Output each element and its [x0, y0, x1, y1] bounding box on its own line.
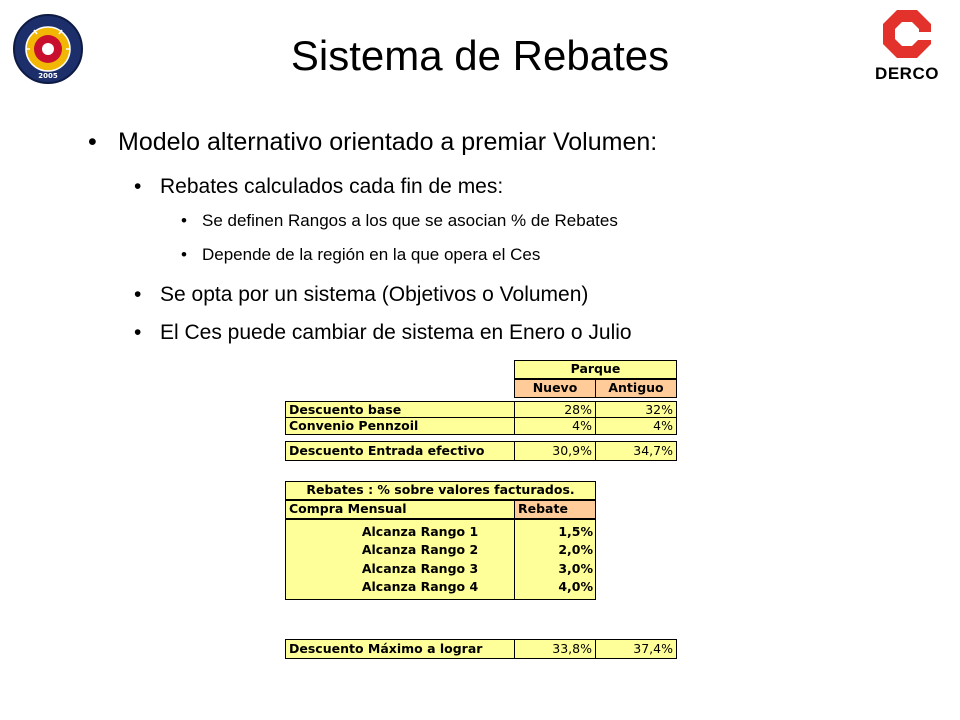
cell-antiguo-total: 34,7% — [595, 441, 677, 461]
row-label-descuento-base: Descuento base — [285, 401, 515, 418]
sub-bullet-item — [134, 321, 632, 345]
rebate-value: 4,0% — [558, 579, 593, 594]
bullet-text: Depende de la región en la que opera el Ces — [202, 245, 541, 264]
bullet-dot-icon: • — [88, 128, 97, 156]
derco-mark-icon — [860, 6, 954, 64]
column-header-antiguo: Antiguo — [595, 379, 677, 398]
cell-nuevo-total: 30,9% — [514, 441, 596, 461]
slide-title: Sistema de Rebates — [290, 32, 670, 79]
bullet-dot-icon: • — [134, 283, 142, 306]
row-label-descuento-maximo: Descuento Máximo a lograr — [285, 639, 515, 659]
cell-antiguo-maximo: 37,4% — [595, 639, 677, 659]
bullet-dot-icon: • — [134, 321, 142, 344]
rebate-value: 2,0% — [558, 542, 593, 557]
row-label-descuento-entrada: Descuento Entrada efectivo — [285, 441, 515, 461]
rango-label: Alcanza Rango 1 — [361, 524, 479, 539]
bullet-dot-icon: • — [134, 175, 142, 198]
cell-nuevo-maximo: 33,8% — [514, 639, 596, 659]
parque-group-header: Parque — [514, 360, 677, 379]
rebate-value: 3,0% — [558, 561, 593, 576]
bullet-text: Rebates calculados cada fin de mes: — [160, 175, 504, 198]
cell-nuevo: 28% — [514, 401, 596, 418]
cell-antiguo: 32% — [595, 401, 677, 418]
brand-name: DERCO — [875, 64, 939, 83]
column-header-nuevo: Nuevo — [514, 379, 596, 398]
rebate-value: 1,5% — [558, 524, 593, 539]
bullet-text: Modelo alternativo orientado a premiar Volumen: — [118, 128, 658, 156]
cell-antiguo: 4% — [595, 417, 677, 435]
rango-label: Alcanza Rango 4 — [361, 579, 479, 594]
cell-nuevo: 4% — [514, 417, 596, 435]
bullet-dot-icon: • — [181, 245, 187, 264]
bullet-text: El Ces puede cambiar de sistema en Enero o Julio — [160, 321, 632, 344]
sub-bullet-item — [134, 175, 504, 199]
rango-label: Alcanza Rango 3 — [361, 561, 479, 576]
rango-label: Alcanza Rango 2 — [361, 542, 479, 557]
column-header-rebate: Rebate — [514, 500, 596, 519]
derco-logo — [860, 6, 954, 88]
sub-sub-bullet-item — [181, 245, 541, 265]
sub-bullet-item — [134, 283, 589, 307]
rebates-table-title: Rebates : % sobre valores facturados. — [285, 481, 596, 500]
sub-sub-bullet-item — [181, 211, 618, 231]
bullet-dot-icon: • — [181, 211, 187, 230]
column-header-compra-mensual: Compra Mensual — [285, 500, 515, 519]
bullet-text: Se definen Rangos a los que se asocian % de Rebates — [202, 211, 618, 230]
row-label-convenio-pennzoil: Convenio Pennzoil — [285, 417, 515, 435]
bullet-text: Se opta por un sistema (Objetivos o Volumen) — [160, 283, 589, 306]
bullet-item — [88, 128, 658, 157]
svg-text:2005: 2005 — [38, 72, 58, 80]
